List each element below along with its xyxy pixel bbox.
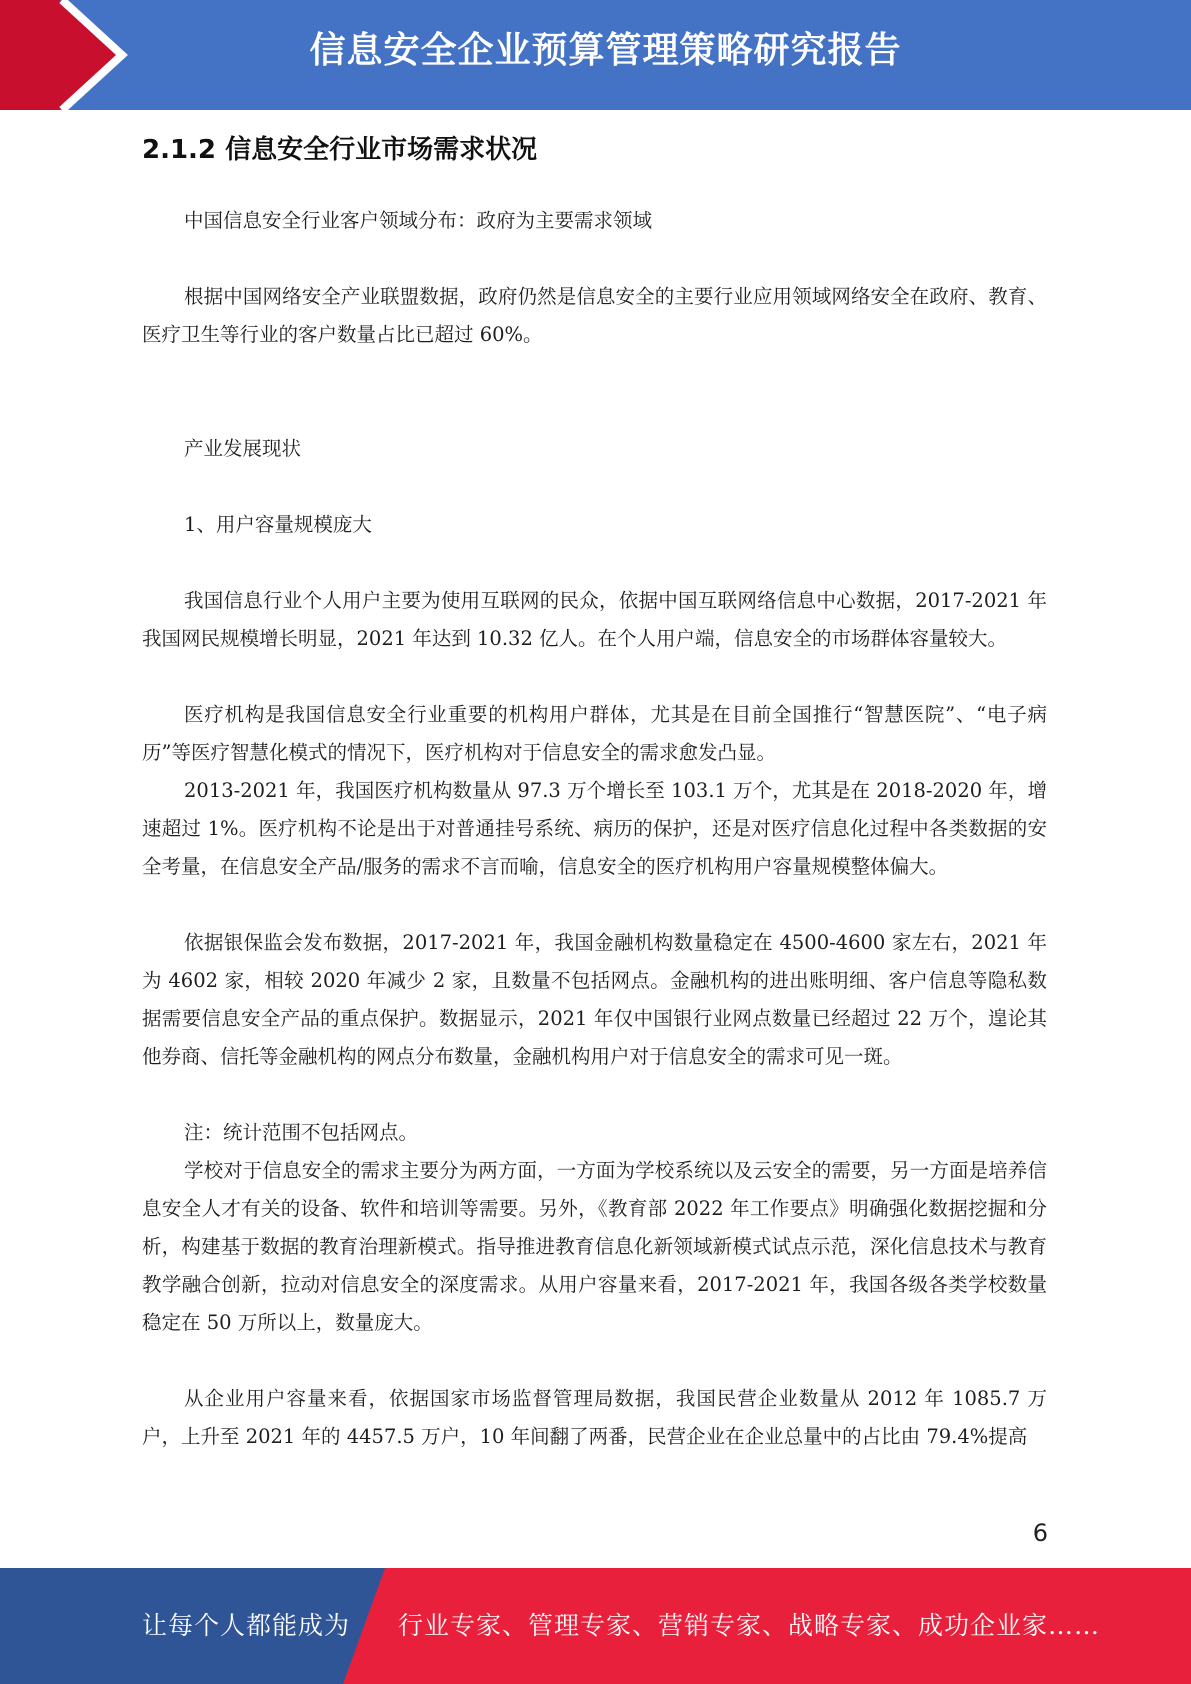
header-band — [0, 0, 1191, 110]
paragraph-industry-status: 产业发展现状 — [184, 437, 302, 460]
paragraph-user-scale-heading: 1、用户容量规模庞大 — [184, 513, 372, 536]
paragraph-medical-count: 2013-2021 年，我国医疗机构数量从 97.3 万个增长至 103.1 万个，尤其是在 2018-2020 年，增速超过 1%。医疗机构不论是出于对普通挂号系统、病历的保护，还是对医疗信息化过程中各类数据的安全考量，在信息安全产品/服务的需求不言而喻，信息安全的医疗机构用户容量规模整体偏大。 — [142, 779, 1047, 878]
header-chevron-icon — [0, 0, 160, 110]
paragraph-enterprise-users: 从企业用户容量来看，依据国家市场监督管理局数据，我国民营企业数量从 2012 年 1085.7 万户，上升至 2021 年的 4457.5 万户，10 年间翻了两番，民营企业在企业总量中的占比由 79.4%提高 — [142, 1387, 1047, 1448]
footer-slogan-left: 让每个人都能成为 — [142, 1611, 351, 1640]
page-content — [142, 128, 1047, 1456]
paragraph-schools: 学校对于信息安全的需求主要分为两方面，一方面为学校系统以及云安全的需要，另一方面是培养信息安全人才有关的设备、软件和培训等需要。另外，《教育部 2022 年工作要点》明确强化数据挖掘和分析，构建基于数据的教育治理新模式。指导推进教育信息化新领域新模式试点示范，深化信息技术与教育教学融合创新，拉动对信息安全的深度需求。从用户容量来看，2017-2021 年，我国各级各类学校数量稳定在 50 万所以上，数量庞大。 — [142, 1159, 1047, 1334]
page-number: 6 — [1032, 1519, 1048, 1547]
paragraph-government-demand: 根据中国网络安全产业联盟数据，政府仍然是信息安全的主要行业应用领域网络安全在政府、教育、医疗卫生等行业的客户数量占比已超过 60%。 — [142, 285, 1047, 346]
section-heading: 2.1.2 信息安全行业市场需求状况 — [142, 135, 538, 165]
paragraph-medical-institutions: 医疗机构是我国信息安全行业重要的机构用户群体，尤其是在目前全国推行“智慧医院”、“电子病历”等医疗智慧化模式的情况下，医疗机构对于信息安全的需求愈发凸显。 — [142, 703, 1047, 764]
paragraph-personal-users: 我国信息行业个人用户主要为使用互联网的民众，依据中国互联网络信息中心数据，2017-2021 年我国网民规模增长明显，2021 年达到 10.32 亿人。在个人用户端，信息安全的市场群体容量较大。 — [142, 589, 1047, 650]
report-title: 信息安全企业预算管理策略研究报告 — [309, 30, 902, 71]
footer-slogan-right: 行业专家、管理专家、营销专家、战略专家、成功企业家…… — [398, 1611, 1101, 1640]
paragraph-customer-domain: 中国信息安全行业客户领域分布：政府为主要需求领域 — [184, 209, 653, 232]
paragraph-financial-institutions: 依据银保监会发布数据，2017-2021 年，我国金融机构数量稳定在 4500-4600 家左右，2021 年为 4602 家，相较 2020 年减少 2 家，且数量不包括网点。金融机构的进出账明细、客户信息等隐私数据需要信息安全产品的重点保护。数据显示，2021 年仅中国银行业网点数量已经超过 22 万个，遑论其他券商、信托等金融机构的网点分布数量，金融机构用户对于信息安全的需求可见一斑。 — [142, 931, 1047, 1068]
footer-band — [0, 1568, 1191, 1684]
paragraph-note: 注：统计范围不包括网点。 — [184, 1121, 419, 1144]
